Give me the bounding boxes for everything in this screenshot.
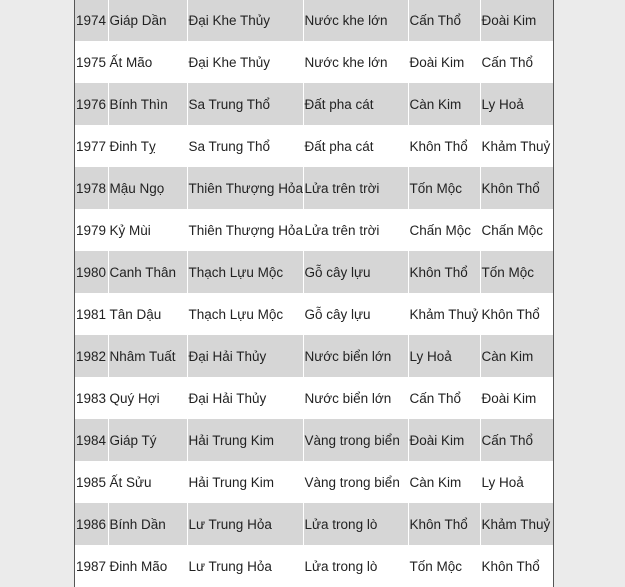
cung-nam-cell: Cấn Thổ xyxy=(408,377,480,419)
table-row xyxy=(75,167,553,209)
cung-nam-cell: Khôn Thổ xyxy=(408,503,480,545)
can-chi-cell: Kỷ Mùi xyxy=(108,209,187,251)
meaning-cell: Vàng trong biển xyxy=(303,461,408,503)
year-cell: 1979 xyxy=(76,222,107,238)
menh-cell: Đại Khe Thủy xyxy=(187,41,303,83)
cung-nu-cell: Khảm Thuỷ xyxy=(480,503,553,545)
cung-nam-cell: Tốn Mộc xyxy=(408,167,480,209)
can-chi-cell: Giáp Tý xyxy=(108,419,187,461)
cung-nu-cell: Khôn Thổ xyxy=(480,545,553,587)
menh-cell: Đại Hải Thủy xyxy=(187,335,303,377)
table-row xyxy=(75,419,553,461)
cung-nam-cell: Càn Kim xyxy=(408,461,480,503)
menh-cell: Thiên Thượng Hỏa xyxy=(187,167,303,209)
cung-nam-cell: Đoài Kim xyxy=(408,419,480,461)
can-chi-cell: Bính Dần xyxy=(108,503,187,545)
cung-nam-cell: Tốn Mộc xyxy=(408,545,480,587)
table-row xyxy=(75,83,553,125)
menh-cell: Sa Trung Thổ xyxy=(187,125,303,167)
menh-cell: Hải Trung Kim xyxy=(187,419,303,461)
cung-nam-cell: Chấn Mộc xyxy=(408,209,480,251)
meaning-cell: Đất pha cát xyxy=(303,125,408,167)
can-chi-cell: Giáp Dần xyxy=(108,0,187,41)
cung-nu-cell: Khôn Thổ xyxy=(480,167,553,209)
year-cell: 1974 xyxy=(75,0,108,41)
table-row xyxy=(75,335,553,377)
meaning-cell: Nước biển lớn xyxy=(303,377,408,419)
cung-nam-cell: Khôn Thổ xyxy=(408,251,480,293)
can-chi-cell: Nhâm Tuất xyxy=(108,335,187,377)
year-cell: 1983 xyxy=(76,390,107,406)
year-cell: 1985 xyxy=(76,474,107,490)
menh-cell: Sa Trung Thổ xyxy=(187,83,303,125)
year-cell: 1980 xyxy=(75,251,108,293)
can-chi-cell: Ất Mão xyxy=(108,41,187,83)
menh-cell: Lư Trung Hỏa xyxy=(187,545,303,587)
table-body xyxy=(75,0,553,587)
table-row xyxy=(75,251,553,293)
cung-nam-cell: Càn Kim xyxy=(408,83,480,125)
can-chi-cell: Đinh Mão xyxy=(108,545,187,587)
menh-cell: Thạch Lựu Mộc xyxy=(187,293,303,335)
can-chi-cell: Bính Thìn xyxy=(108,83,187,125)
meaning-cell: Vàng trong biển xyxy=(303,419,408,461)
cung-nu-cell: Tốn Mộc xyxy=(480,251,553,293)
meaning-cell: Lửa trong lò xyxy=(303,503,408,545)
table-row xyxy=(75,41,553,83)
cung-nam-cell: Đoài Kim xyxy=(408,41,480,83)
cung-nu-cell: Đoài Kim xyxy=(480,0,553,41)
cung-nu-cell: Cấn Thổ xyxy=(480,41,553,83)
can-chi-cell: Tân Dậu xyxy=(108,293,187,335)
table-row xyxy=(75,461,553,503)
table-row xyxy=(75,377,553,419)
year-cell: 1976 xyxy=(75,83,108,125)
meaning-cell: Đất pha cát xyxy=(303,83,408,125)
can-chi-cell: Đinh Tỵ xyxy=(108,125,187,167)
year-cell: 1984 xyxy=(75,419,108,461)
meaning-cell: Lửa trên trời xyxy=(303,167,408,209)
menh-cell: Đại Khe Thủy xyxy=(187,0,303,41)
year-cell: 1981 xyxy=(76,306,107,322)
year-cell: 1975 xyxy=(76,54,107,70)
year-cell: 1986 xyxy=(75,503,108,545)
meaning-cell: Nước khe lớn xyxy=(303,0,408,41)
cung-nam-cell: Ly Hoả xyxy=(408,335,480,377)
cung-nu-cell: Chấn Mộc xyxy=(480,209,553,251)
meaning-cell: Nước biển lớn xyxy=(303,335,408,377)
year-cell: 1987 xyxy=(76,558,107,574)
menh-cell: Lư Trung Hỏa xyxy=(187,503,303,545)
cung-nu-cell: Càn Kim xyxy=(480,335,553,377)
meaning-cell: Gỗ cây lựu xyxy=(303,293,408,335)
can-chi-cell: Quý Hợi xyxy=(108,377,187,419)
meaning-cell: Lửa trên trời xyxy=(303,209,408,251)
menh-cell: Đại Hải Thủy xyxy=(187,377,303,419)
year-cell: 1977 xyxy=(76,138,107,154)
cung-nu-cell: Khảm Thuỷ xyxy=(480,125,553,167)
cung-nam-cell: Khảm Thuỷ xyxy=(408,293,480,335)
menh-cell: Thạch Lựu Mộc xyxy=(187,251,303,293)
table-row xyxy=(75,0,553,41)
cung-nu-cell: Cấn Thổ xyxy=(480,419,553,461)
year-cell: 1978 xyxy=(75,167,108,209)
zodiac-table-container xyxy=(74,0,554,587)
can-chi-cell: Ất Sửu xyxy=(108,461,187,503)
meaning-cell: Lửa trong lò xyxy=(303,545,408,587)
table-row xyxy=(75,293,553,335)
year-cell: 1982 xyxy=(75,335,108,377)
meaning-cell: Nước khe lớn xyxy=(303,41,408,83)
cung-nu-cell: Khôn Thổ xyxy=(480,293,553,335)
cung-nu-cell: Đoài Kim xyxy=(480,377,553,419)
table-row xyxy=(75,545,553,587)
table-row xyxy=(75,125,553,167)
cung-nam-cell: Khôn Thổ xyxy=(408,125,480,167)
cung-nam-cell: Cấn Thổ xyxy=(408,0,480,41)
cung-nu-cell: Ly Hoả xyxy=(480,461,553,503)
cung-nu-cell: Ly Hoả xyxy=(480,83,553,125)
zodiac-table xyxy=(75,0,553,587)
can-chi-cell: Mậu Ngọ xyxy=(108,167,187,209)
table-row xyxy=(75,209,553,251)
can-chi-cell: Canh Thân xyxy=(108,251,187,293)
menh-cell: Hải Trung Kim xyxy=(187,461,303,503)
meaning-cell: Gỗ cây lựu xyxy=(303,251,408,293)
menh-cell: Thiên Thượng Hỏa xyxy=(187,209,303,251)
table-row xyxy=(75,503,553,545)
